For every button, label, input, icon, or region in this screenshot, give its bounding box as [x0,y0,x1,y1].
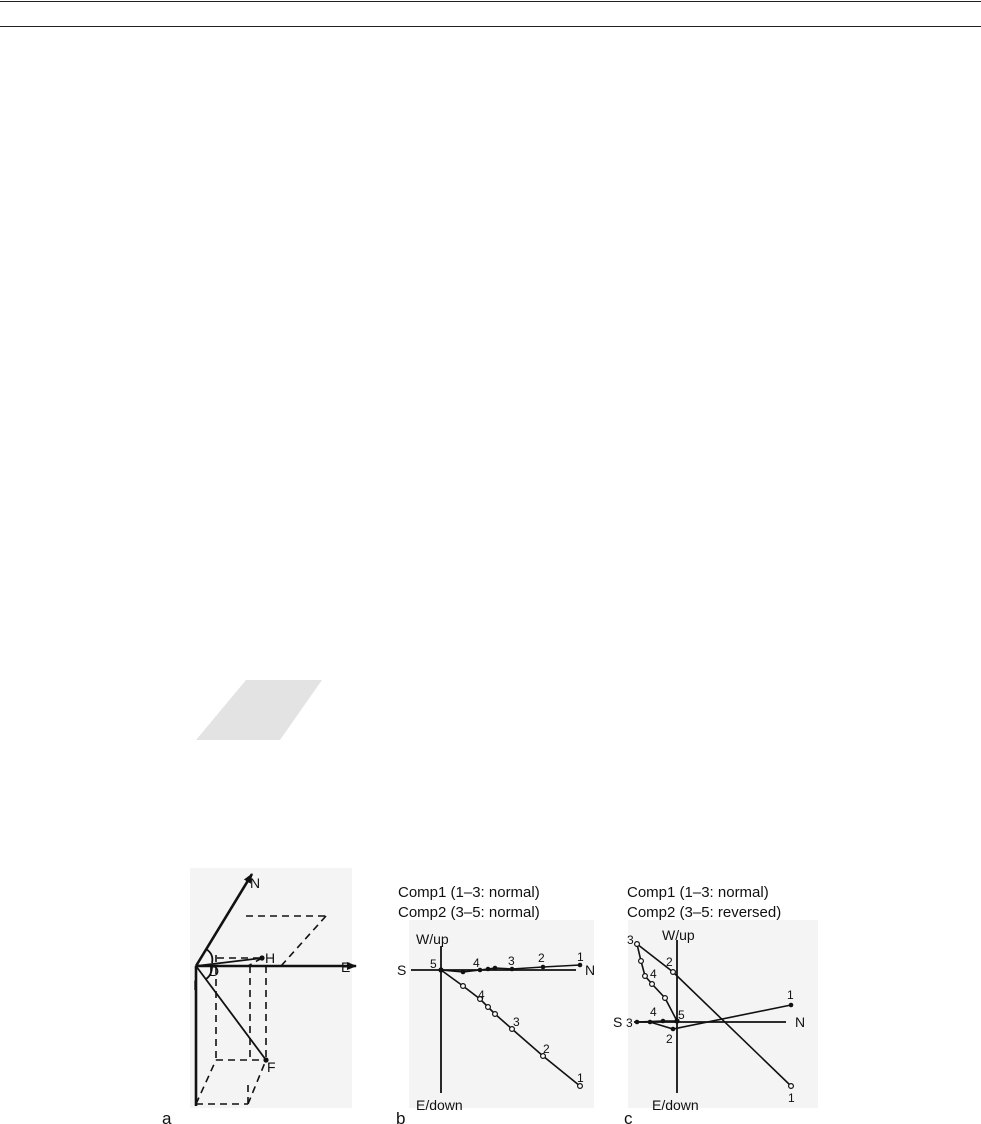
panel-b-v-point [486,1005,491,1010]
panel-b-v-label-4: 4 [478,988,485,1002]
h-point [259,955,264,960]
panel-b [396,884,595,1124]
north-label: N [250,875,261,891]
panel-b-n-label: N [585,962,596,978]
h-label: H [265,950,276,966]
panel-c-h-point [789,1003,794,1008]
panel-c-h-label-5: 5 [678,1008,685,1022]
panel-b-letter: b [396,1109,406,1124]
f-label: F [267,1059,276,1075]
panel-b-h-label-1: 1 [577,950,584,964]
panel-c [613,884,818,1124]
panel-c-v-point [650,982,655,987]
horizontal-plane-shade [196,680,322,740]
panel-b-h-label-5: 5 [430,957,437,971]
panel-c-v-label-4: 4 [650,967,657,981]
panel-c-v-point [635,942,640,947]
panel-b-background [409,920,594,1108]
panel-a-letter: a [162,1109,172,1124]
panel-b-h-point [438,967,443,972]
panel-c-caption-1: Comp1 (1–3: normal) [627,884,769,901]
panel-b-h-point [541,965,546,970]
d-label: D [209,963,220,979]
panel-c-up-label: W/up [662,927,695,943]
panel-c-h-label-3: 3 [626,1016,633,1030]
panel-b-h-label-4: 4 [473,956,480,970]
panel-b-caption-1: Comp1 (1–3: normal) [398,884,540,901]
panel-c-v-label-3: 3 [627,933,634,947]
panel-b-v-point [493,1012,498,1017]
panel-b-caption-2: Comp2 (3–5: normal) [398,904,540,921]
panel-c-v-point [789,1084,794,1089]
panel-c-h-label-4: 4 [650,1005,657,1019]
panel-c-h-point [671,1027,676,1032]
panel-c-down-label: E/down [652,1097,699,1113]
panel-b-v-point [461,984,466,989]
panel-c-v-point [639,959,644,964]
panel-b-h-point [486,967,491,972]
panel-c-v-point [663,996,668,1001]
panel-c-h-label-1: 1 [787,988,794,1002]
panel-b-h-label-2: 2 [538,951,545,965]
panel-b-v-label-1: 1 [577,1071,584,1085]
panel-c-h-point [635,1020,640,1025]
panel-c-h-point [648,1020,653,1025]
panel-c-v-point [671,970,676,975]
panel-b-v-label-3: 3 [513,1015,520,1029]
panel-c-h-point [661,1019,666,1024]
panel-c-v-label-1: 1 [788,1091,795,1105]
panel-c-v-label-2: 2 [666,955,673,969]
east-label: E [341,959,351,975]
panel-b-s-label: S [397,962,407,978]
panel-b-down-label: E/down [416,1097,463,1113]
panel-c-h-label-2: 2 [666,1032,673,1046]
panel-b-h-label-3: 3 [508,954,515,968]
panel-c-s-label: S [613,1014,623,1030]
panel-b-h-point [493,966,498,971]
panel-c-letter: c [624,1109,633,1124]
i-label: I [193,977,197,993]
panel-b-v-label-2: 2 [543,1042,550,1056]
panel-c-n-label: N [795,1014,806,1030]
panel-c-v-point [643,974,648,979]
panel-b-h-point [461,970,466,975]
panel-b-up-label: W/up [416,931,449,947]
panel-c-caption-2: Comp2 (3–5: reversed) [627,904,782,921]
panel-a [162,680,356,1124]
